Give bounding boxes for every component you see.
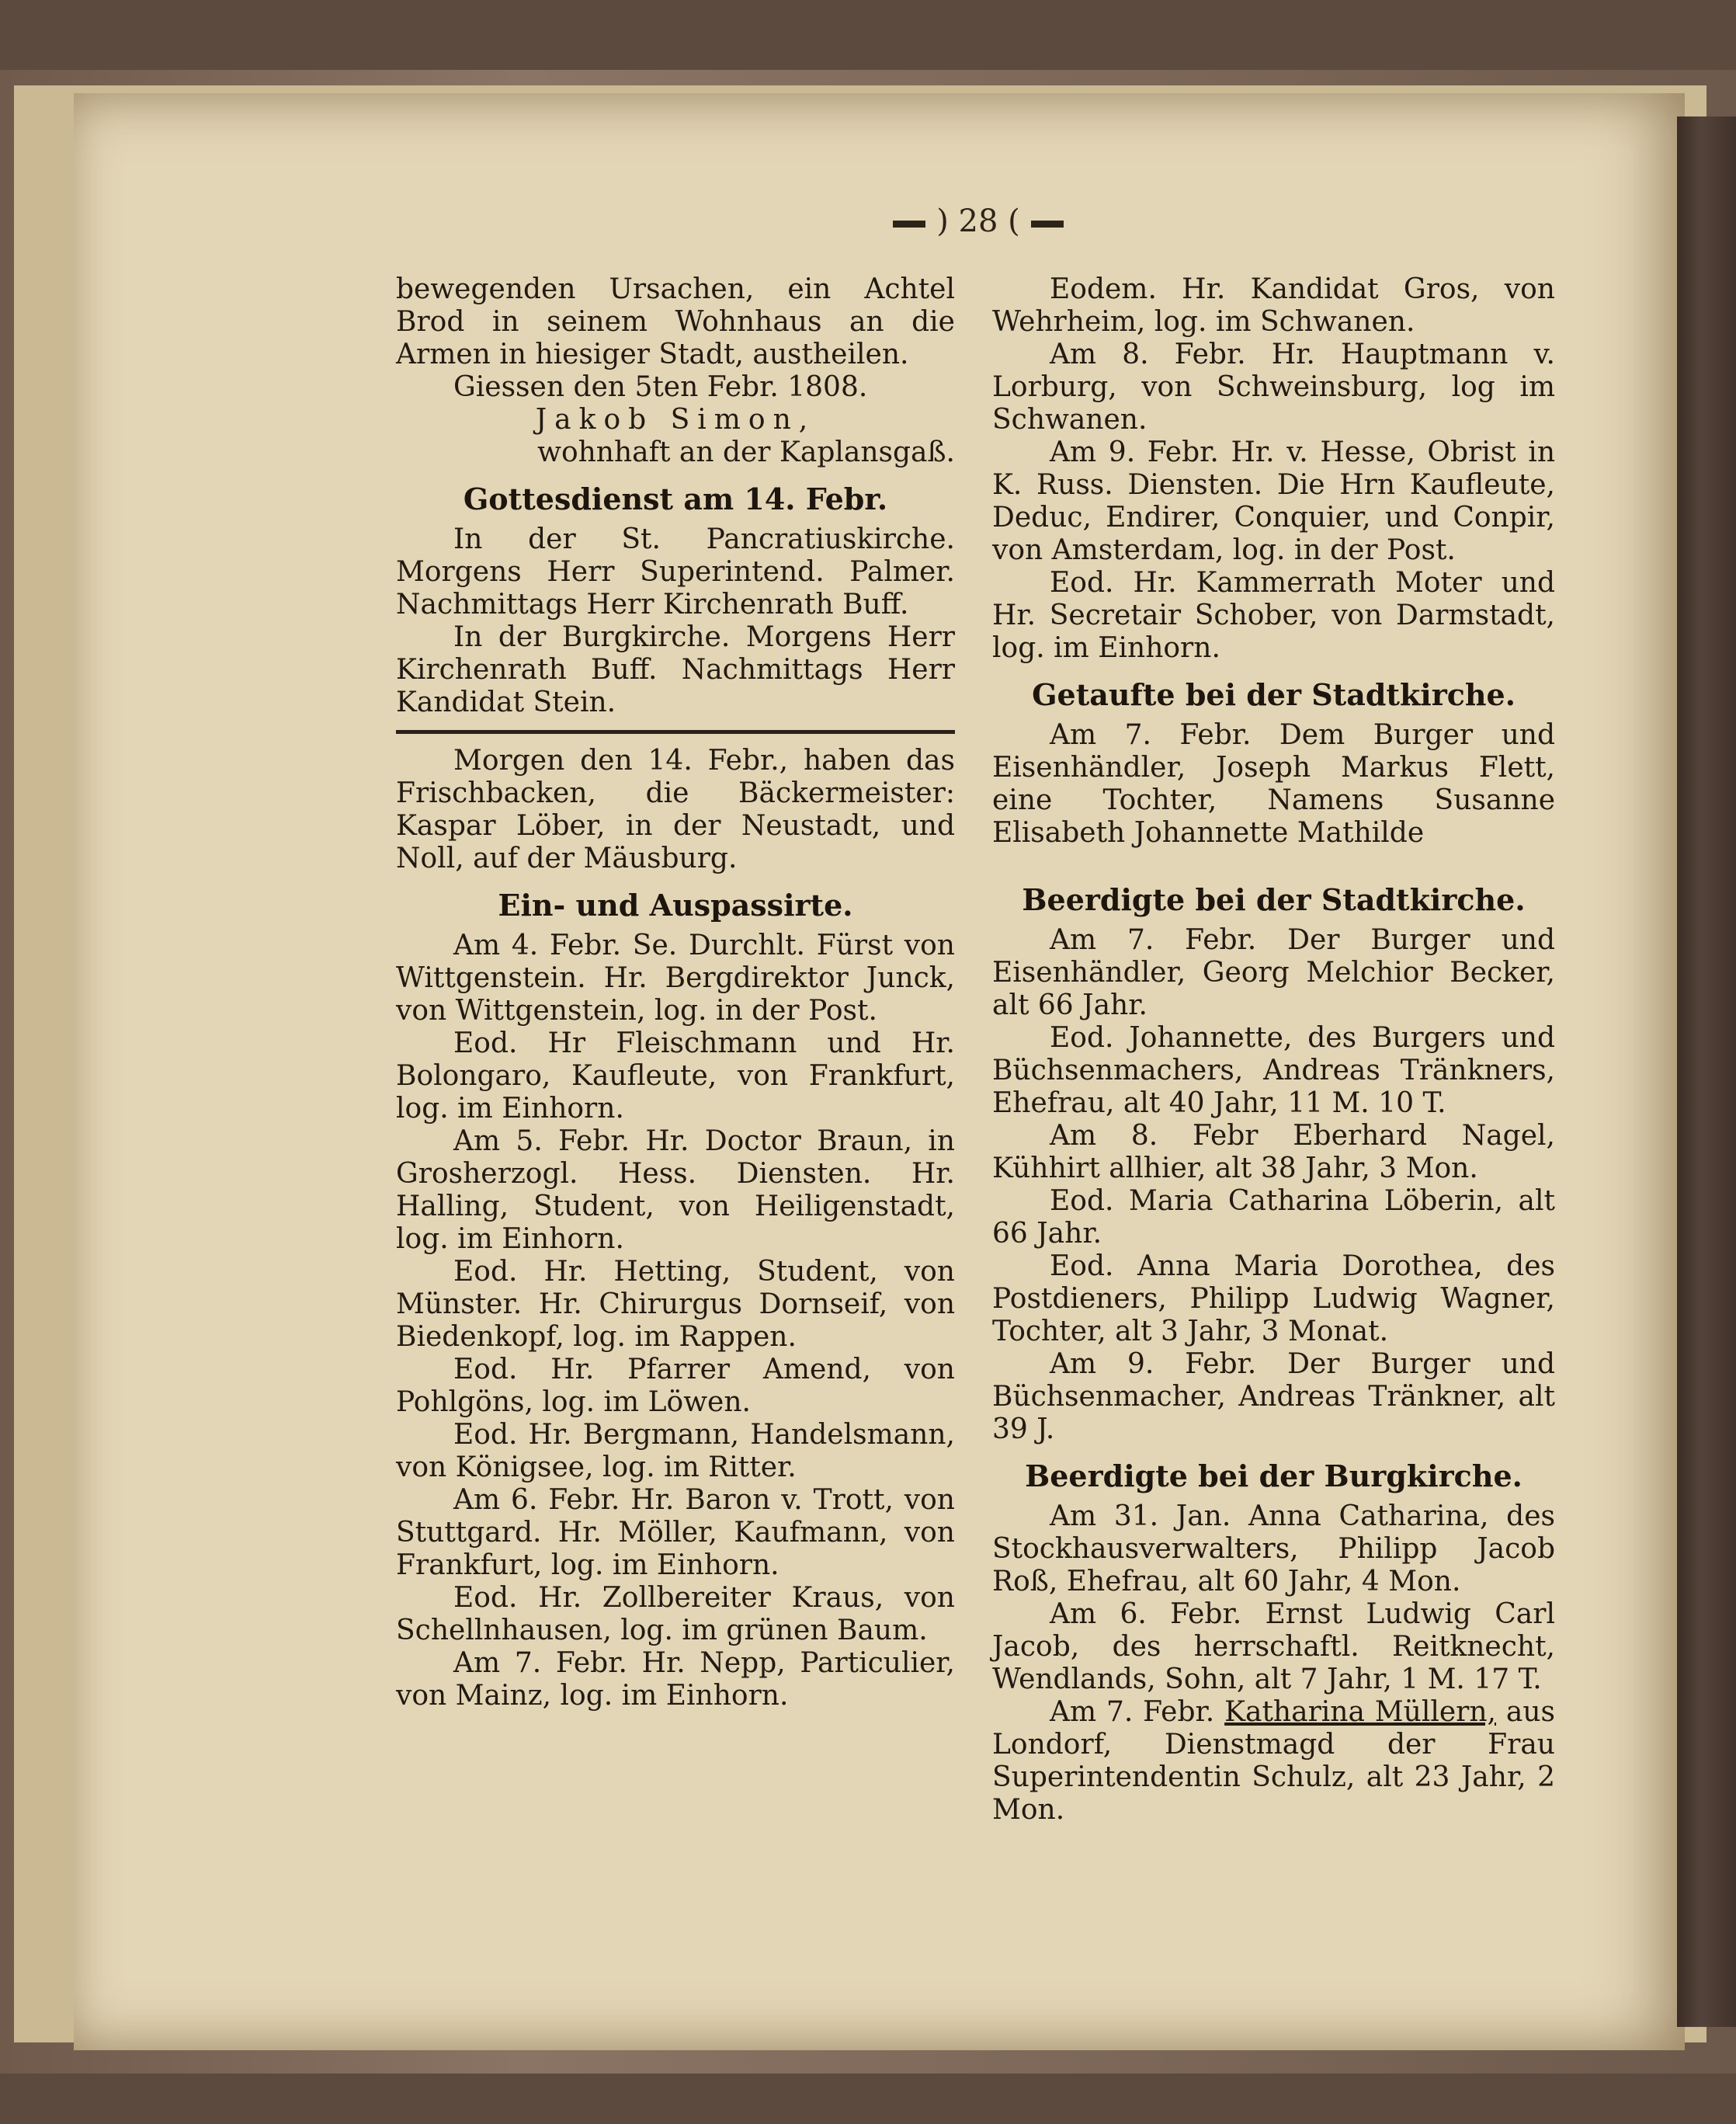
paragraph: Eod. Maria Catharina Löberin, alt 66 Jahr. — [992, 1185, 1555, 1250]
header-dash-left — [893, 221, 925, 228]
paragraph: Eod. Hr. Hetting, Student, von Münster. Hr. Chirurgus Dornseif, von Biedenkopf, log. im Rappen. — [396, 1256, 955, 1353]
section-title-getaufte: Getaufte bei der Stadtkirche. — [1032, 677, 1516, 712]
paragraph: Am 6. Febr. Hr. Baron v. Trott, von Stuttgard. Hr. Möller, Kaufmann, von Frankfurt, log. im Einhorn. — [396, 1484, 955, 1581]
page-header — [838, 203, 1118, 258]
underlined-name: Katharina Müllern, — [1224, 1696, 1497, 1728]
date-line: Giessen den 5ten Febr. 1808. — [453, 371, 868, 403]
section-title-beerdigte-burg: Beerdigte bei der Burgkirche. — [1025, 1458, 1522, 1493]
paragraph: Am 7. Febr. Der Burger und Eisenhändler, Georg Melchior Becker, alt 66 Jahr. — [992, 924, 1555, 1021]
paragraph: Am 9. Febr. Der Burger und Büchsenmacher, Andreas Tränkner, alt 39 J. — [992, 1348, 1555, 1445]
paragraph: Eod. Hr Fleischmann und Hr. Bolongaro, Kaufleute, von Frankfurt, log. im Einhorn. — [396, 1027, 955, 1125]
paragraph: Am 6. Febr. Ernst Ludwig Carl Jacob, des herrschaftl. Reitknecht, Wendlands, Sohn, alt 7 Jahr, 1 M. 17 T. — [992, 1598, 1555, 1695]
last-entry-date: Am 7. Febr. — [1050, 1696, 1215, 1728]
notice-baeckerei: Morgen den 14. Febr., haben das Frischbacken, die Bäckermeister: Kaspar Löber, in der Neustadt, und Noll, auf der Mäusburg. — [396, 745, 955, 874]
paragraph: Am 8. Febr Eberhard Nagel, Kühhirt allhier, alt 38 Jahr, 3 Mon. — [992, 1120, 1555, 1184]
paragraph-last — [992, 1696, 1555, 1827]
paragraph: Am 8. Febr. Hr. Hauptmann v. Lorburg, von Schweinsburg, log im Schwanen. — [992, 339, 1555, 436]
paragraph: Am 9. Febr. Hr. v. Hesse, Obrist in K. Russ. Diensten. Die Hrn Kaufleute, Deduc, Endirer, Conquier, und Conpir, von Amsterdam, log. in der Post. — [992, 436, 1555, 566]
spacer — [992, 850, 1555, 870]
paragraph: Eod. Hr. Bergmann, Handelsmann, von Königsee, log. im Ritter. — [396, 1419, 955, 1483]
paragraph: Am 31. Jan. Anna Catharina, des Stockhausverwalters, Philipp Jacob Roß, Ehefrau, alt 60 Jahr, 4 Mon. — [992, 1500, 1555, 1597]
paragraph: Am 7. Febr. Dem Burger und Eisenhändler, Joseph Markus Flett, eine Tochter, Namens Susanne Elisabeth Johannette Mathilde — [992, 719, 1555, 849]
paragraph: Eod. Hr. Pfarrer Amend, von Pohlgöns, log. im Löwen. — [396, 1354, 955, 1418]
right-column — [992, 273, 1555, 1827]
header-dash-right — [1031, 221, 1064, 228]
paragraph: In der St. Pancratiuskirche. Morgens Herr Superintend. Palmer. Nachmittags Herr Kirchenrath Buff. — [396, 523, 955, 621]
paragraph: Eod. Hr. Zollbereiter Kraus, von Schellnhausen, log. im grünen Baum. — [396, 1582, 955, 1646]
signature-name: Jakob Simon, — [535, 404, 816, 436]
left-column — [396, 273, 955, 1712]
paragraph: Eod. Johannette, des Burgers und Büchsenmachers, Andreas Tränkners, Ehefrau, alt 40 Jahr, 11 M. 10 T. — [992, 1022, 1555, 1119]
horizontal-rule — [396, 730, 955, 734]
book-spine-edge — [1677, 116, 1736, 2027]
page-number: ) 28 ( — [936, 203, 1020, 239]
intro-text: bewegenden Ursachen, ein Achtel Brod in seinem Wohnhaus an die Armen in hiesiger Stadt, austheilen. — [396, 273, 955, 370]
paragraph: Eod. Anna Maria Dorothea, des Postdieners, Philipp Ludwig Wagner, Tochter, alt 3 Jahr, 3 Monat. — [992, 1250, 1555, 1347]
paragraph: Eodem. Hr. Kandidat Gros, von Wehrheim, log. im Schwanen. — [992, 273, 1555, 338]
section-title-einpassirte: Ein- und Auspassirte. — [498, 888, 853, 923]
paragraph: In der Burgkirche. Morgens Herr Kirchenrath Buff. Nachmittags Herr Kandidat Stein. — [396, 621, 955, 718]
paragraph: Eod. Hr. Kammerrath Moter und Hr. Secretair Schober, von Darmstadt, log. im Einhorn. — [992, 567, 1555, 664]
section-title-gottesdienst: Gottesdienst am 14. Febr. — [463, 481, 888, 516]
last-entry-rest: aus Londorf, Dienstmagd der Frau Superintendentin Schulz, alt 23 Jahr, 2 Mon. — [992, 1696, 1555, 1826]
paragraph: Am 5. Febr. Hr. Doctor Braun, in Grosherzogl. Hess. Diensten. Hr. Halling, Student, von Heiligenstadt, log. im Einhorn. — [396, 1125, 955, 1255]
section-title-beerdigte-stadt: Beerdigte bei der Stadtkirche. — [1022, 882, 1526, 917]
signature-address: wohnhaft an der Kaplansgaß. — [537, 436, 955, 468]
paragraph: Am 7. Febr. Hr. Nepp, Particulier, von Mainz, log. im Einhorn. — [396, 1647, 955, 1712]
paragraph: Am 4. Febr. Se. Durchlt. Fürst von Wittgenstein. Hr. Bergdirektor Junck, von Wittgenstein, log. in der Post. — [396, 930, 955, 1027]
